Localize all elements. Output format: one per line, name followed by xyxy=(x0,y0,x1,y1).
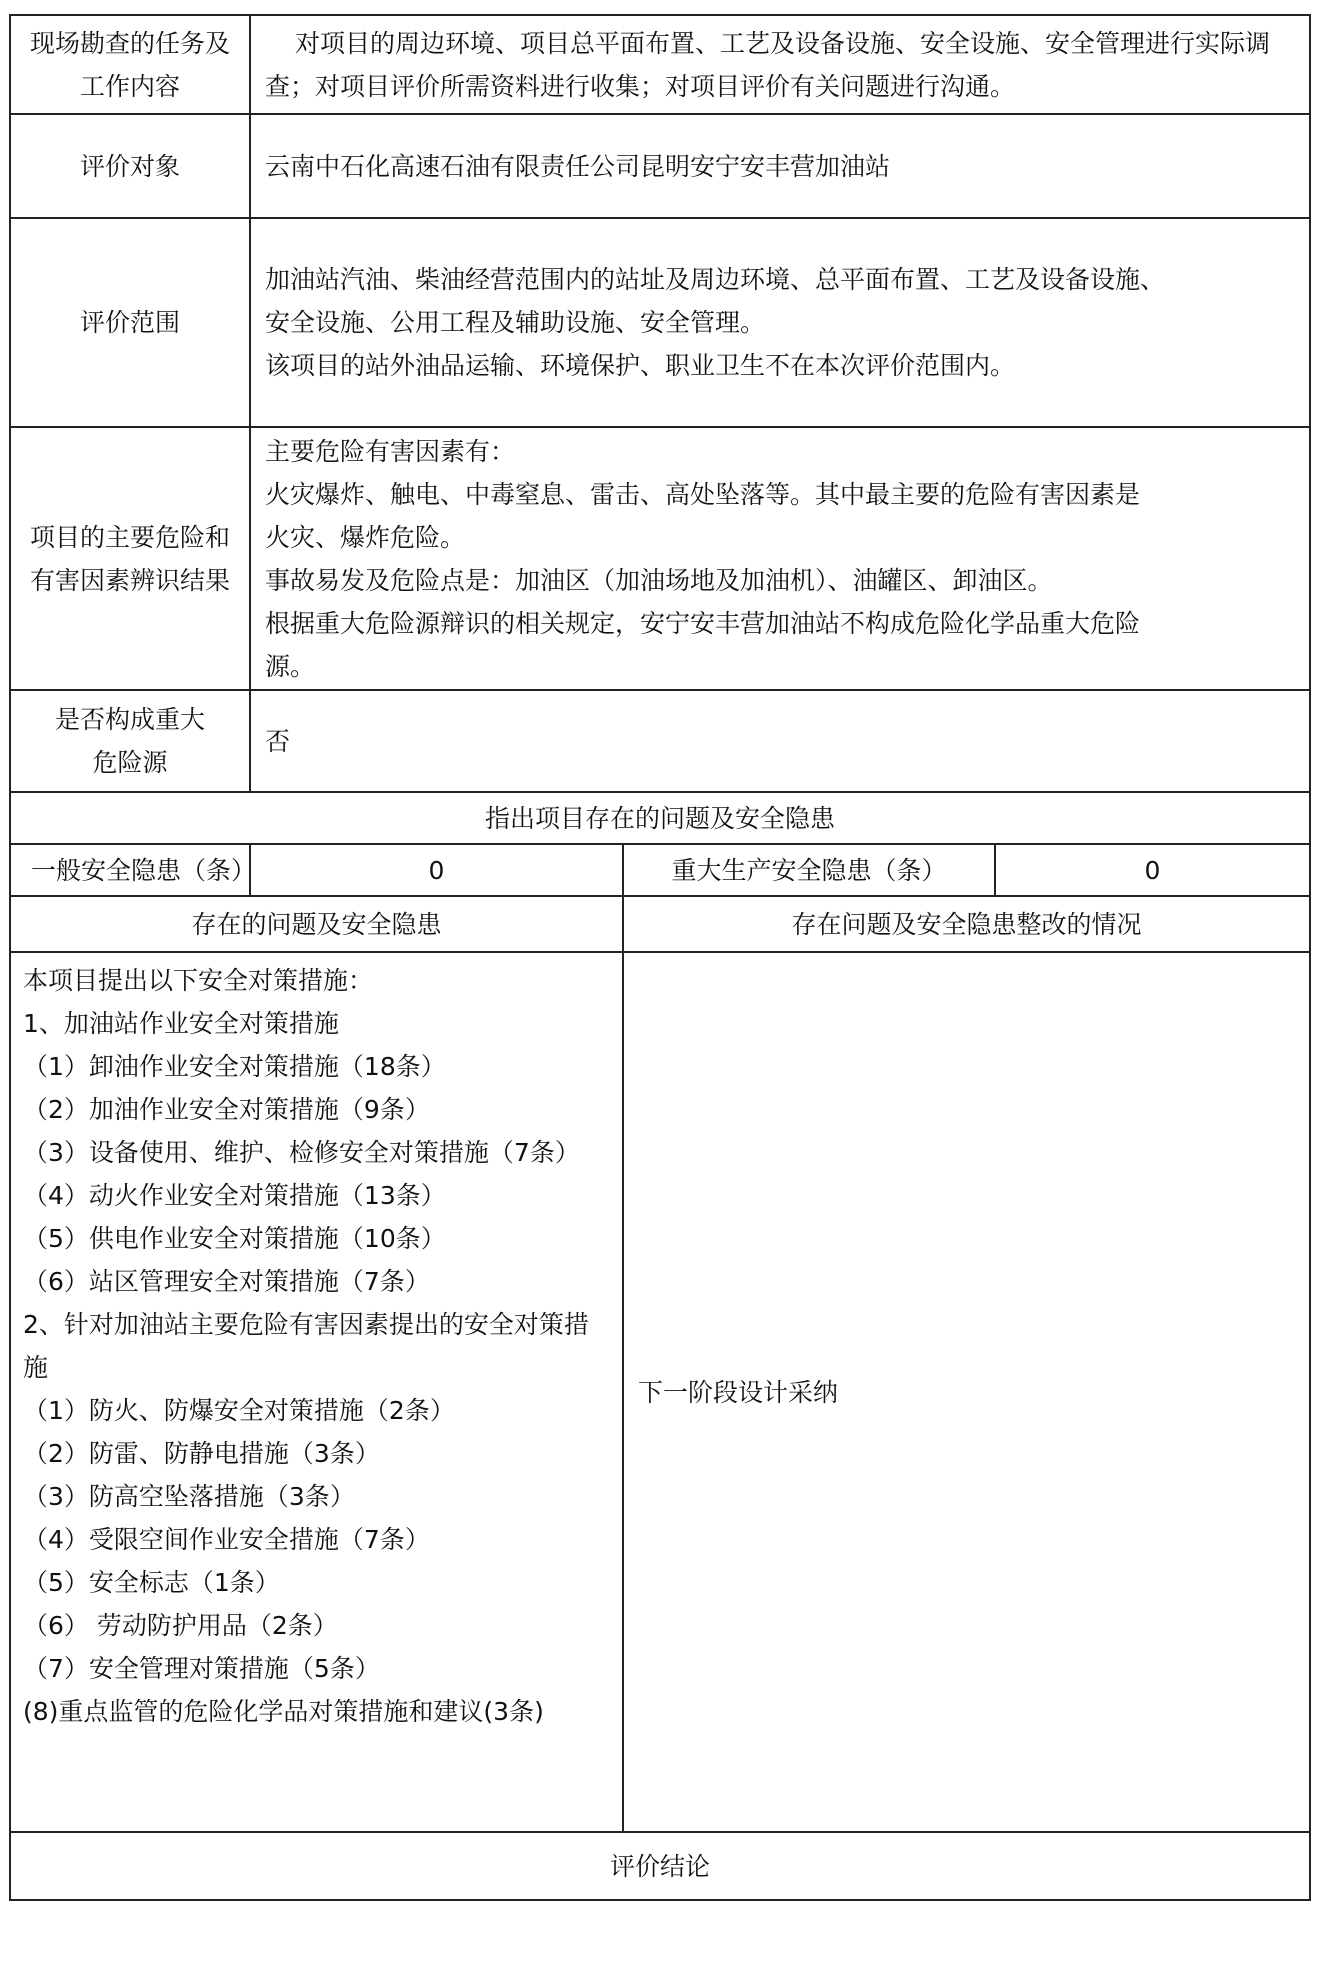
scope-line: 加油站汽油、柴油经营范围内的站址及周边环境、总平面布置、工艺及设备设施、 xyxy=(265,265,1166,294)
measure-item: （1）防火、防爆安全对策措施（2条） xyxy=(23,1396,455,1425)
major-hazard-label-text: 是否构成重大危险源 xyxy=(54,705,205,777)
major-production-hazard-count: 0 xyxy=(995,844,1310,896)
scope-label: 评价范围 xyxy=(10,218,250,427)
measure-item: (8)重点监管的危险化学品对策措施和建议(3条) xyxy=(23,1697,544,1726)
major-production-hazard-label: 重大生产安全隐患（条） xyxy=(623,844,995,896)
hazard-label-text: 项目的主要危险和有害因素辨识结果 xyxy=(29,522,230,595)
general-hazard-count: 0 xyxy=(250,844,623,896)
measure-item: 1、加油站作业安全对策措施 xyxy=(23,1009,339,1038)
measure-item: （3）防高空坠落措施（3条） xyxy=(23,1482,355,1511)
task-label: 现场勘查的任务及工作内容 xyxy=(10,15,250,114)
evaluation-table xyxy=(9,14,1311,1901)
counts-row xyxy=(10,844,1310,896)
general-hazard-label: 一般安全隐患（条） xyxy=(10,844,250,896)
object-row xyxy=(10,114,1310,218)
evaluation-report-page xyxy=(9,14,1309,1901)
scope-row xyxy=(10,218,1310,427)
object-label: 评价对象 xyxy=(10,114,250,218)
major-hazard-row xyxy=(10,690,1310,792)
hazard-line: 火灾、爆炸危险。 xyxy=(265,522,466,552)
measure-item: （3）设备使用、维护、检修安全对策措施（7条） xyxy=(23,1138,580,1167)
hazard-line: 火灾爆炸、触电、中毒窒息、雷击、高处坠落等。其中最主要的危险有害因素是 xyxy=(265,479,1141,509)
hazard-text xyxy=(250,427,1310,690)
measure-item: （2）加油作业安全对策措施（9条） xyxy=(23,1095,430,1124)
measures-cell xyxy=(10,952,623,1832)
rectification-cell: 下一阶段设计采纳 xyxy=(623,952,1310,1832)
object-text: 云南中石化高速石油有限责任公司昆明安宁安丰营加油站 xyxy=(250,114,1310,218)
measure-item: （7）安全管理对策措施（5条） xyxy=(23,1654,380,1683)
scope-line: 该项目的站外油品运输、环境保护、职业卫生不在本次评价范围内。 xyxy=(265,351,1016,380)
major-hazard-value: 否 xyxy=(250,690,1310,792)
hazard-line: 事故易发及危险点是：加油区（加油场地及加油机）、油罐区、卸油区。 xyxy=(265,565,1053,595)
task-text xyxy=(250,15,1310,114)
hazard-label xyxy=(10,427,250,690)
hazard-line: 根据重大危险源辩识的相关规定，安宁安丰营加油站不构成危险化学品重大危险 xyxy=(265,608,1141,638)
task-row xyxy=(10,15,1310,114)
rectification-column-header: 存在问题及安全隐患整改的情况 xyxy=(623,896,1310,952)
scope-line: 安全设施、公用工程及辅助设施、安全管理。 xyxy=(265,308,766,337)
measure-item: （5）供电作业安全对策措施（10条） xyxy=(23,1224,446,1253)
measure-item: （4）动火作业安全对策措施（13条） xyxy=(23,1181,446,1210)
conclusion-header: 评价结论 xyxy=(10,1832,1310,1900)
measure-item: （4）受限空间作业安全措施（7条） xyxy=(23,1525,430,1554)
issues-column-header: 存在的问题及安全隐患 xyxy=(10,896,623,952)
measures-row xyxy=(10,952,1310,1832)
measure-item: （1）卸油作业安全对策措施（18条） xyxy=(23,1052,446,1081)
measure-item: （6） 劳动防护用品（2条） xyxy=(23,1611,338,1640)
issues-header-row xyxy=(10,792,1310,844)
issues-header: 指出项目存在的问题及安全隐患 xyxy=(10,792,1310,844)
hazard-line: 源。 xyxy=(265,651,316,681)
scope-text xyxy=(250,218,1310,427)
measure-item: （6）站区管理安全对策措施（7条） xyxy=(23,1267,430,1296)
measure-item: 2、针对加油站主要危险有害因素提出的安全对策措施 xyxy=(23,1310,589,1382)
measure-item: （5）安全标志（1条） xyxy=(23,1568,280,1597)
major-hazard-label xyxy=(10,690,250,792)
measure-item: 本项目提出以下安全对策措施： xyxy=(23,966,374,995)
columns-header-row xyxy=(10,896,1310,952)
hazard-line: 主要危险有害因素有： xyxy=(265,436,516,466)
hazard-row xyxy=(10,427,1310,690)
task-content: 对项目的周边环境、项目总平面布置、工艺及设备设施、安全设施、安全管理进行实际调查；对项目评价所需资料进行收集；对项目评价有关问题进行沟通。 xyxy=(265,28,1271,101)
measure-item: （2）防雷、防静电措施（3条） xyxy=(23,1439,380,1468)
conclusion-header-row xyxy=(10,1832,1310,1900)
